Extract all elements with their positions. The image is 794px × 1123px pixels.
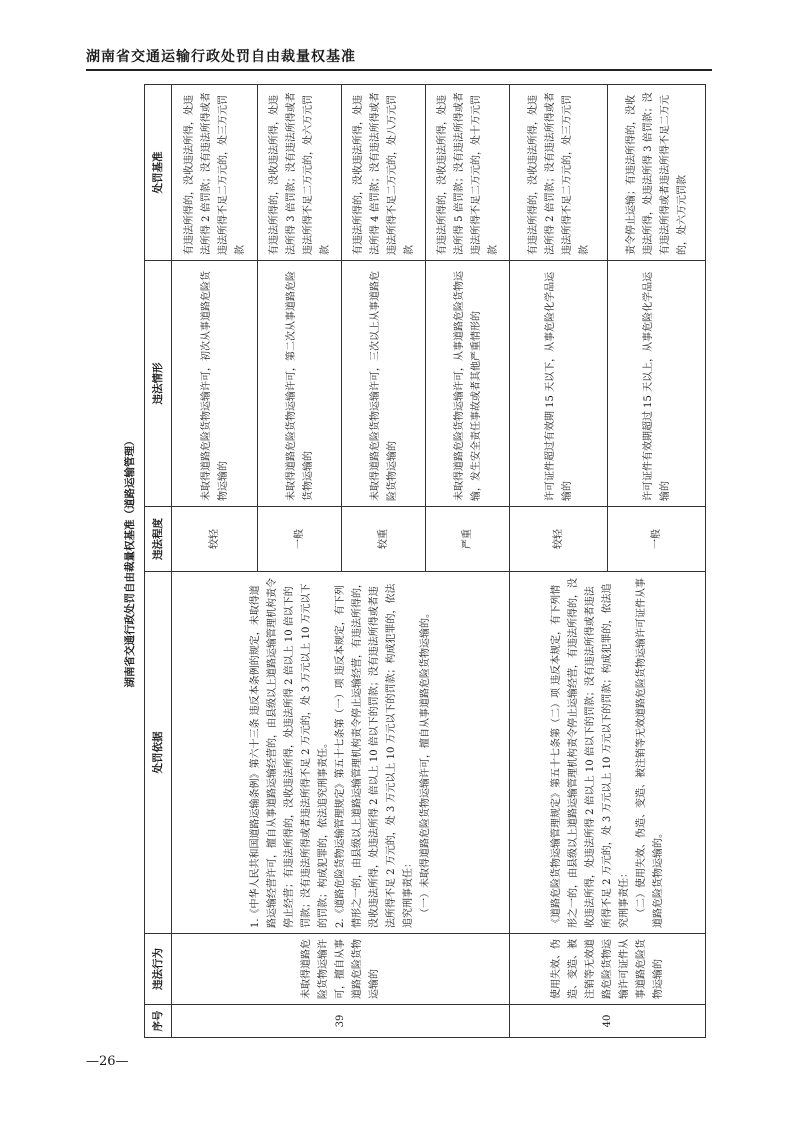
column-header-standard: 处罚基准 xyxy=(145,85,172,261)
row-violation-act: 使用失效、伪造、变造、被注销等无效道路危险货物运输许可证件从事道路危险货物运输的 xyxy=(510,934,706,1005)
table-header-row xyxy=(145,85,172,1038)
row-standard: 有违法所得的，没收违法所得，处违法所得 3 倍罚款；没有违法所得或者违法所得不足二万元的，处六万元罚款 xyxy=(258,85,342,261)
row-seq: 39 xyxy=(172,1005,510,1038)
row-penalty-basis xyxy=(172,572,510,934)
column-header-basis: 处罚依据 xyxy=(145,572,172,934)
column-header-seq: 序号 xyxy=(145,1005,172,1038)
basis-paragraph: 1.《中华人民共和国道路运输条例》第六十三条 违反本条例的规定，未取得道路运输经营许可，擅自从事道路运输经营的，由县级以上道路运输管理机构责令停止经营；有违法所得的，没收违法所得，处违法所得 2 倍以上 10 倍以下的罚款；没有违法所得或者违法所得不足 2 万元的，处 3 万元以上 10 万元以下的罚款；构成犯罪的，依法追究刑事责任。 xyxy=(250,578,329,928)
basis-paragraph: （二）使用失效、伪造、变造、被注销等无效道路危险货物运输许可证件从事道路危险货物运输的。 xyxy=(636,578,664,928)
column-header-situation: 违法情形 xyxy=(145,261,172,507)
row-standard: 有违法所得的，没收违法所得，处违法所得 2 倍罚款；没有违法所得或者违法所得不足二万元的，处三万元罚款 xyxy=(172,85,258,261)
row-degree: 较轻 xyxy=(510,507,608,572)
table-row xyxy=(172,85,258,1038)
column-header-act: 违法行为 xyxy=(145,934,172,1005)
row-situation: 未取得道路危险货物运输许可，第二次从事道路危险货物运输的 xyxy=(258,261,342,507)
rotated-table-container xyxy=(122,85,707,1038)
row-seq: 40 xyxy=(510,1005,706,1038)
row-violation-act: 未取得道路危险货物运输许可，擅自从事道路危险货物运输的 xyxy=(172,934,510,1005)
row-standard: 有违法所得的，没收违法所得，处违法所得 5 倍罚款；没有违法所得或者违法所得不足二万元的，处十万元罚款 xyxy=(426,85,510,261)
row-standard: 有违法所得的，没收违法所得，处违法所得 4 倍罚款；没有违法所得或者违法所得不足二万元的，处八万元罚款 xyxy=(342,85,426,261)
penalty-standards-table xyxy=(144,84,706,1038)
row-situation: 许可证件有效期超过 15 天以上，从事危险化学品运输的 xyxy=(608,261,706,507)
basis-paragraph: 2.《道路危险货物运输管理规定》第五十七条第（一）项 违反本规定，有下列情形之一的，由县级以上道路运输管理机构责令停止运输经营，有违法所得的，没收违法所得，处违法所得 2 倍以上 10 倍以下的罚款；没有违法所得或者违法所得不足 2 万元的，处 3 万元以上 10 万元以下的罚款；构成犯罪的，依法追究刑事责任： xyxy=(335,578,414,928)
row-situation: 许可证件超过有效期 15 天以下，从事危险化学品运输的 xyxy=(510,261,608,507)
page-number: —26— xyxy=(86,1054,129,1069)
table-caption: 湖南省交通行政处罚自由裁量权基准（道路运输管理） xyxy=(124,435,136,688)
row-situation: 未取得道路危险货物运输许可，从事道路危险货物运输，发生安全责任事故或者其他严重情形的 xyxy=(426,261,510,507)
row-standard: 有违法所得的，没收违法所得，处违法所得 2 倍罚款；没有违法所得或者违法所得不足二万元的，处三万元罚款 xyxy=(510,85,608,261)
row-degree: 较重 xyxy=(342,507,426,572)
page-header-title: 湖南省交通运输行政处罚自由裁量权基准 xyxy=(86,49,356,65)
table-row xyxy=(510,85,608,1038)
basis-paragraph: 《道路危险货物运输管理规定》第五十七条第（二）项 违反本规定，有下列情形之一的，由县级以上道路运输管理机构责令停止运输经营，有违法所得的，没收违法所得，处违法所得 2 倍以上 10 倍以下的罚款；没有违法所得或者违法所得不足 2 万元的，处 3 万元以上 10 万元以下的罚款；构成犯罪的，依法追究刑事责任： xyxy=(551,578,630,928)
header-divider xyxy=(86,69,712,71)
basis-paragraph: （一）未取得道路危险货物运输许可，擅自从事道路危险货物运输的。 xyxy=(420,608,431,918)
row-degree: 较轻 xyxy=(172,507,258,572)
row-penalty-basis xyxy=(510,572,706,934)
row-degree: 一般 xyxy=(608,507,706,572)
row-degree: 严重 xyxy=(426,507,510,572)
row-degree: 一般 xyxy=(258,507,342,572)
row-situation: 未取得道路危险货物运输许可，三次以上从事道路危险货物运输的 xyxy=(342,261,426,507)
row-situation: 未取得道路危险货物运输许可，初次从事道路危险货物运输的 xyxy=(172,261,258,507)
row-standard: 责令停止运输；有违法所得的，没收违法所得，处违法所得 3 倍罚款；没有违法所得或者违法所得不足二万元的，处六万元罚款 xyxy=(608,85,706,261)
column-header-degree: 违法程度 xyxy=(145,507,172,572)
